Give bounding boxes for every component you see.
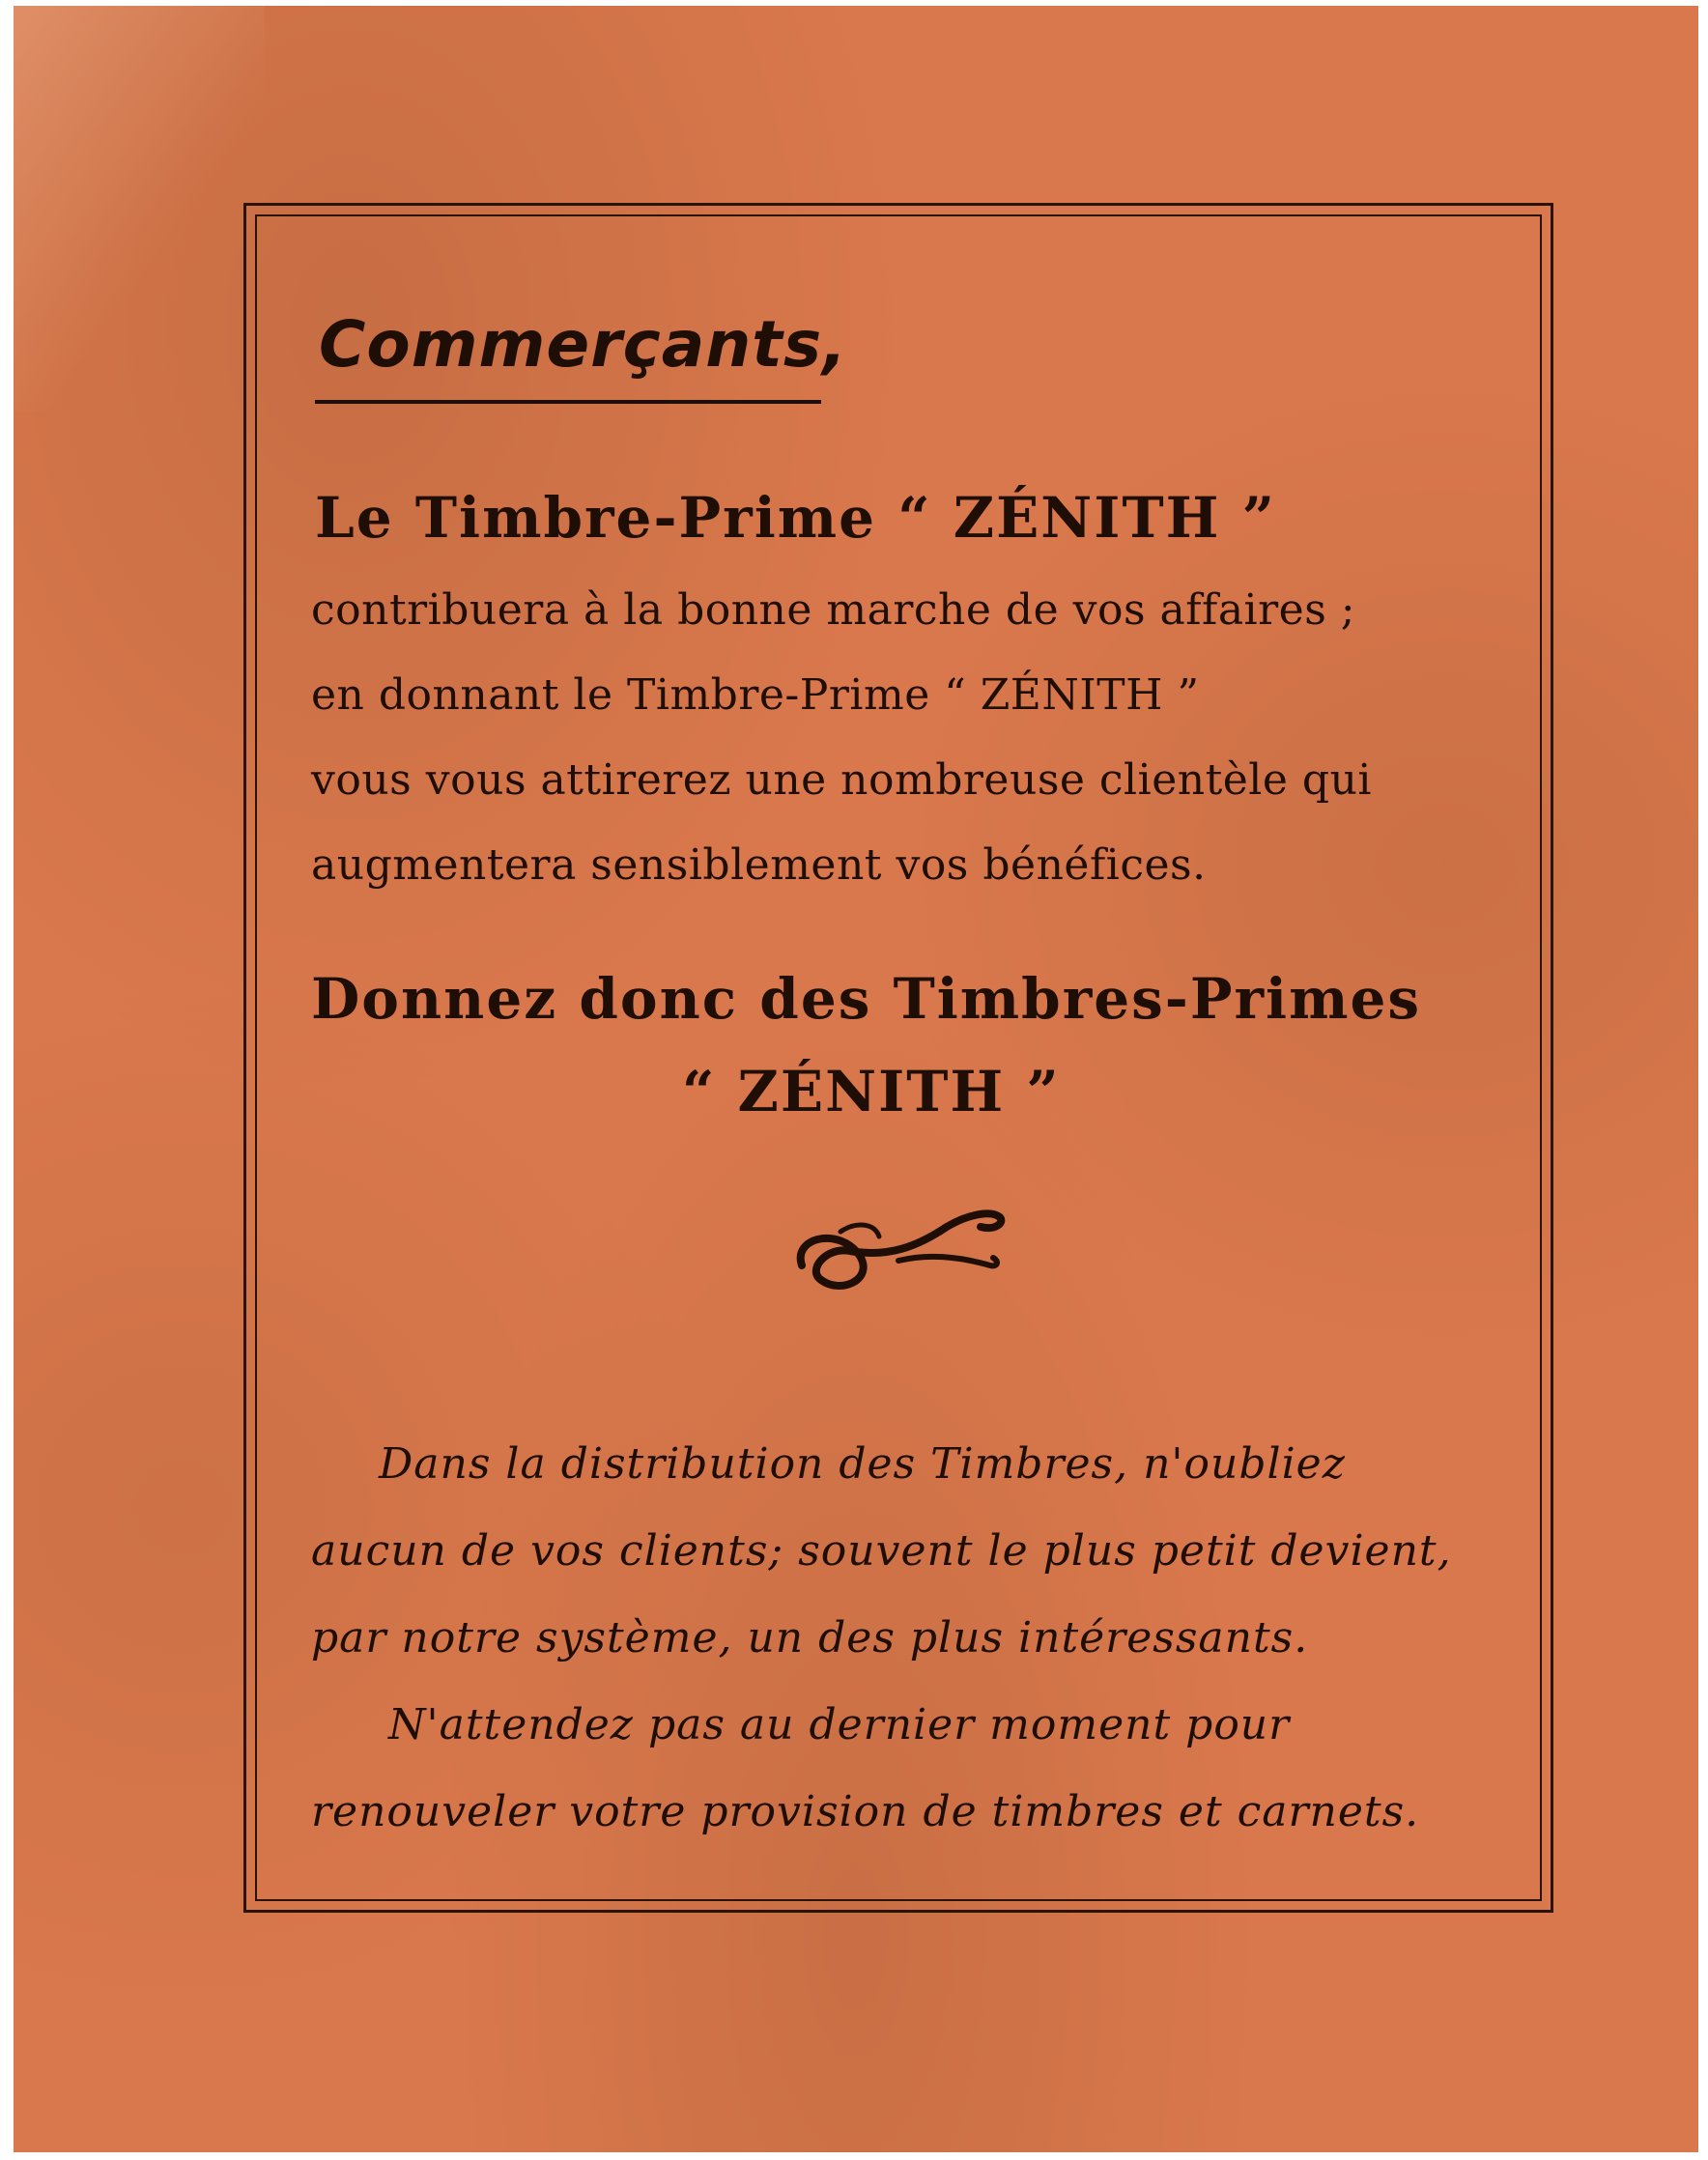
donnez-donc-line: Donnez donc des Timbres-Primes [311,966,1422,1032]
flourish-ornament [783,1188,1014,1304]
italic-line-4: N'attendez pas au dernier moment pour [388,1700,1291,1749]
heading-underline [315,400,821,404]
heading-commercants: Commerçants, [319,307,848,382]
zenith-centered-line: “ ZÉNITH ” [682,1059,1061,1124]
italic-line-3: par notre système, un des plus intéressants. [311,1613,1309,1663]
italic-line-5: renouveler votre provision de timbres et carnets. [311,1787,1420,1836]
timbre-prime-title: Le Timbre-Prime “ ZÉNITH ” [315,485,1276,551]
body-line-3: vous vous attirerez une nombreuse clientèle qui [311,755,1372,805]
folded-corner [14,6,265,412]
italic-line-2: aucun de vos clients; souvent le plus petit devient, [311,1526,1452,1576]
body-line-2: en donnant le Timbre-Prime “ ZÉNITH ” [311,670,1200,720]
body-line-1: contribuera à la bonne marche de vos affaires ; [311,585,1356,635]
italic-line-1: Dans la distribution des Timbres, n'oubliez [379,1439,1346,1489]
body-line-4: augmentera sensiblement vos bénéfices. [311,840,1207,890]
